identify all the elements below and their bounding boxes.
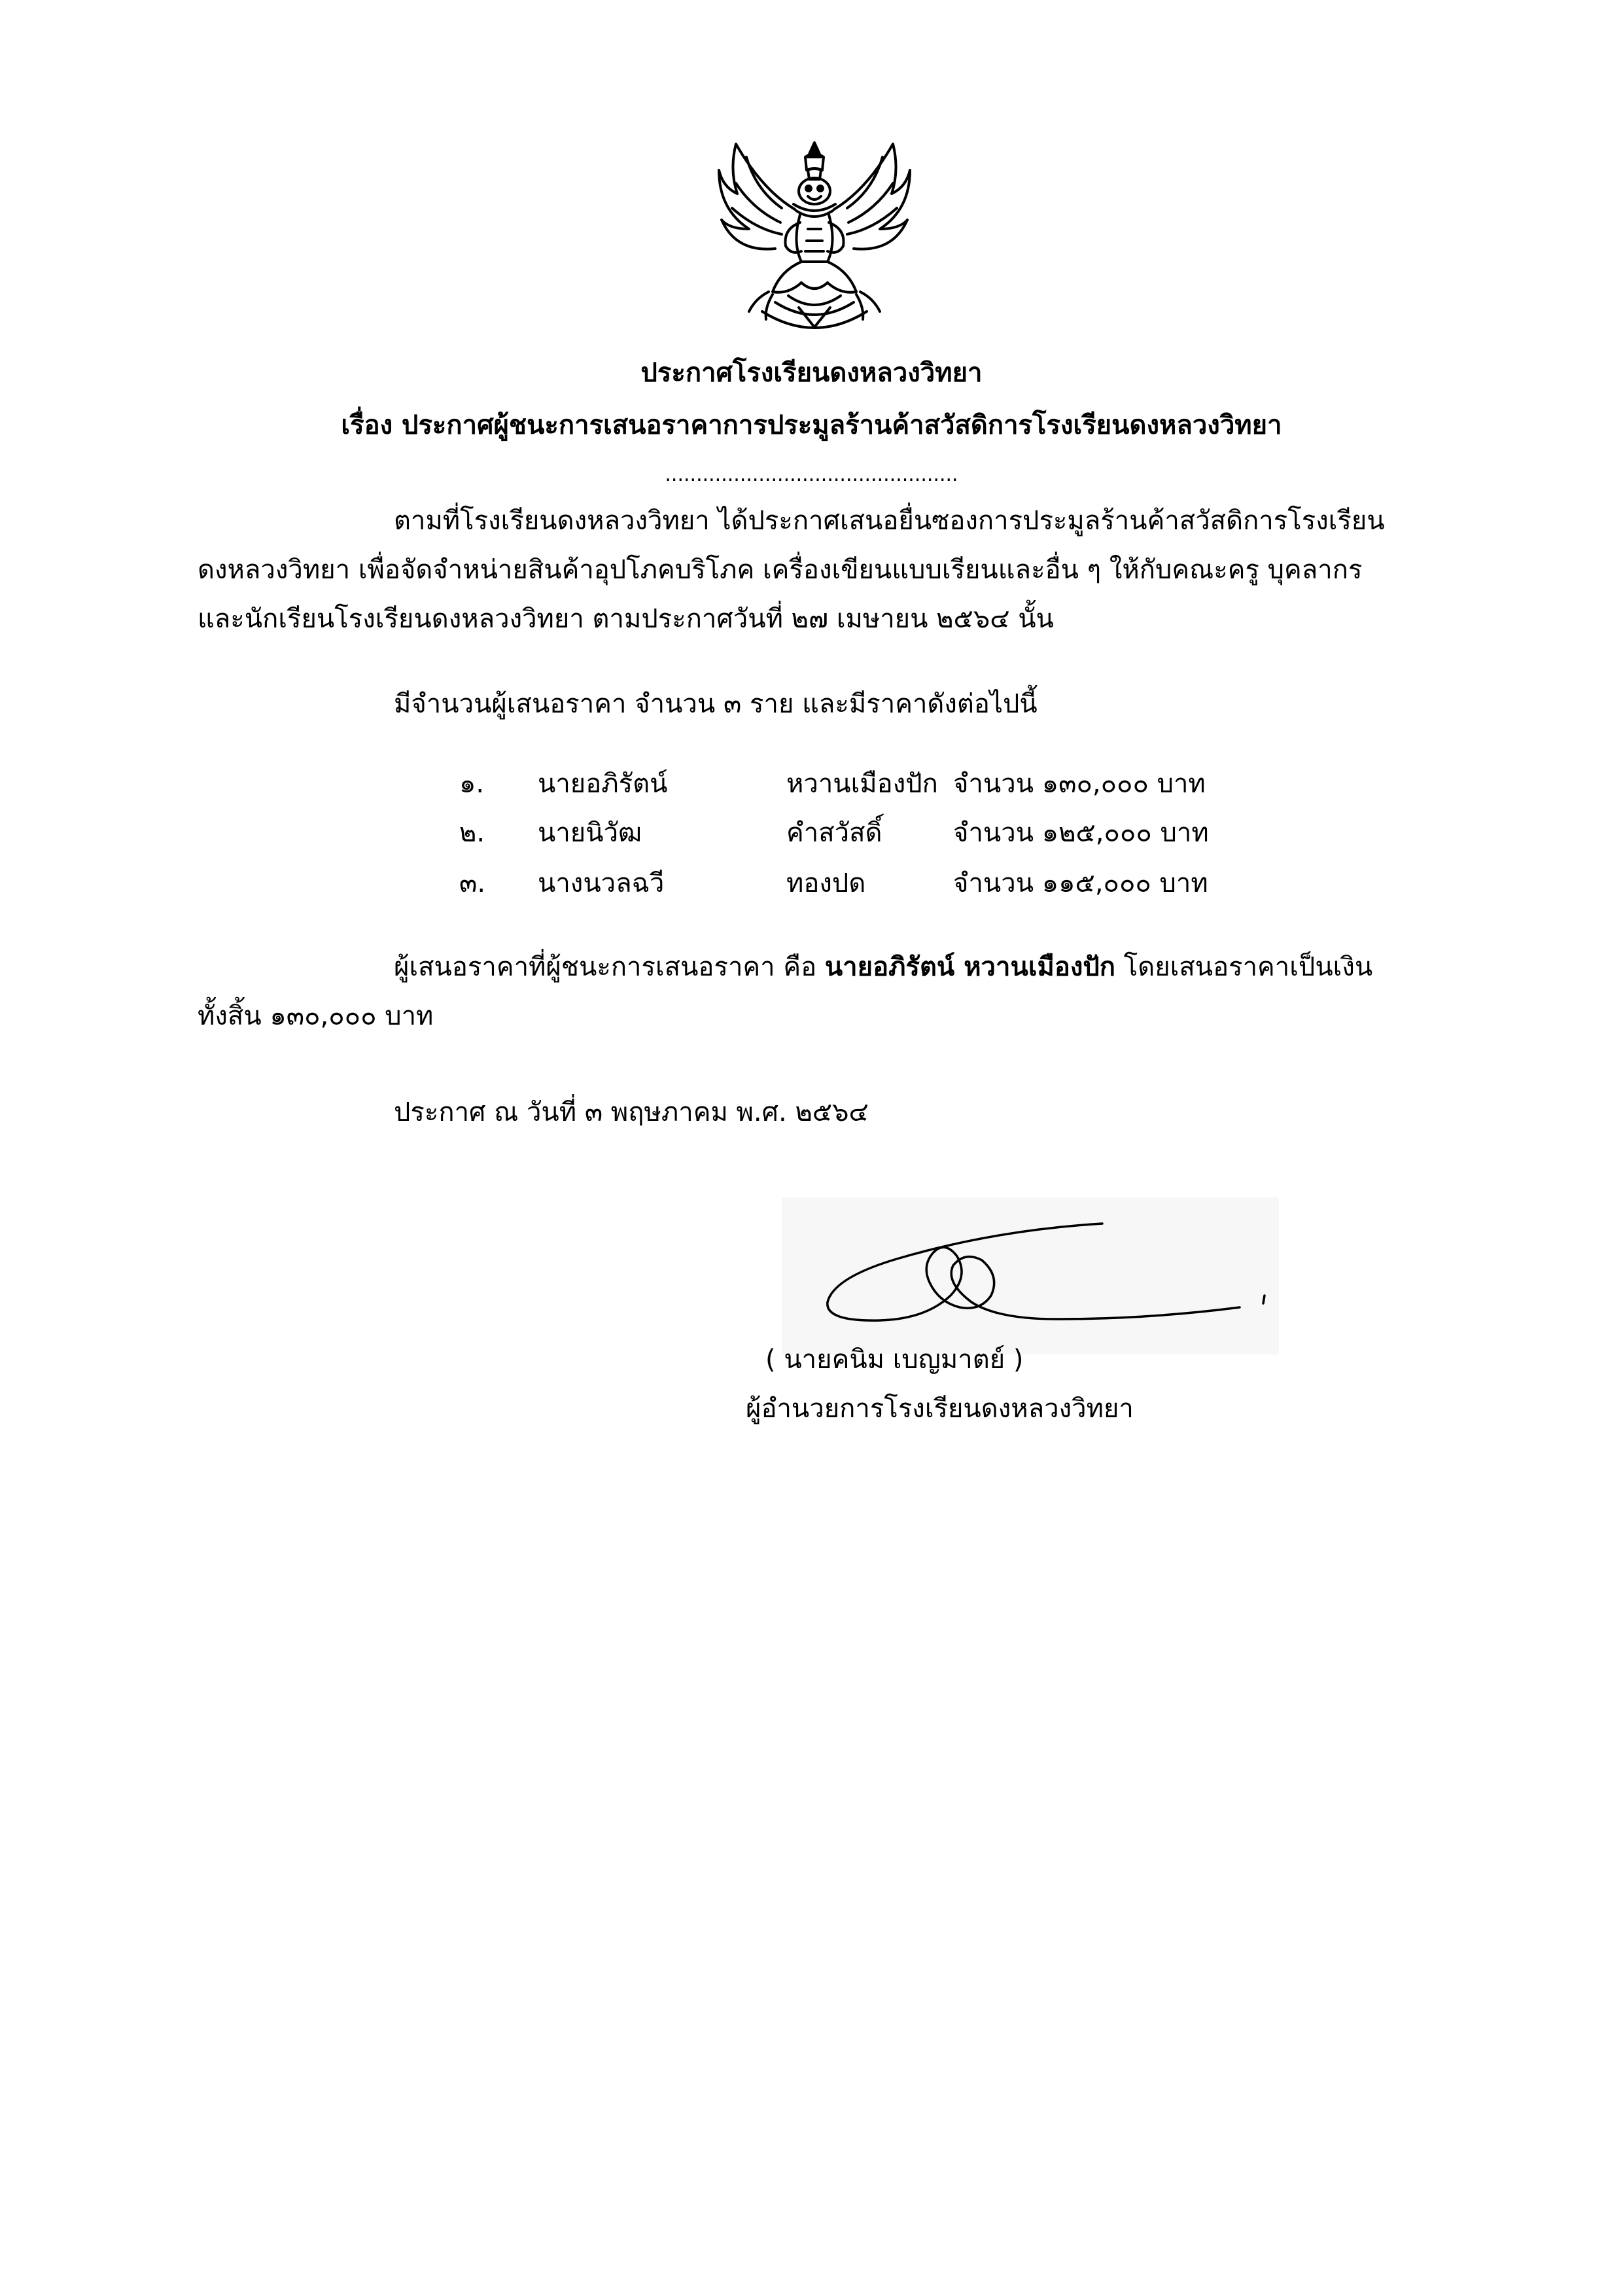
bidder-row — [459, 815, 1310, 851]
bidder-amount: จำนวน ๑๓๐,๐๐๐ บาท — [953, 769, 1206, 799]
bidder-first-name: นางนวลฉวี — [538, 868, 665, 898]
bidder-number: ๒. — [459, 818, 485, 848]
bidder-last-name: ทองปด — [786, 868, 866, 898]
title-divider-dots: ............................................... — [665, 463, 958, 486]
bidder-first-name: นายนิวัฒ — [538, 818, 642, 848]
signature-icon — [782, 1197, 1279, 1354]
bidder-amount: จำนวน ๑๑๕,๐๐๐ บาท — [953, 868, 1208, 898]
winner-paragraph-line1 — [394, 949, 1372, 985]
bidder-first-name: นายอภิรัตน์ — [538, 769, 668, 799]
bidder-last-name: หวานเมืองปัก — [786, 769, 938, 799]
bidder-row — [459, 766, 1310, 802]
paragraph2: มีจำนวนผู้เสนอราคา จำนวน ๓ ราย และมีราคาดังต่อไปนี้ — [394, 689, 1038, 719]
bidder-row — [459, 865, 1310, 902]
winner-paragraph-line2: ทั้งสิ้น ๑๓๐,๐๐๐ บาท — [198, 1001, 434, 1031]
garuda-emblem-icon — [710, 131, 919, 347]
signer-name: ( นายคนิม เบญมาตย์ ) — [765, 1345, 1024, 1375]
bidder-number: ๑. — [459, 769, 485, 799]
document-subject: เรื่อง ประกาศผู้ชนะการเสนอราคาการประมูลร้านค้าสวัสดิการโรงเรียนดงหลวงวิทยา — [341, 410, 1282, 440]
announce-date: ประกาศ ณ วันที่ ๓ พฤษภาคม พ.ศ. ๒๕๖๔ — [394, 1097, 869, 1127]
document-title: ประกาศโรงเรียนดงหลวงวิทยา — [640, 358, 983, 388]
paragraph1-line3: และนักเรียนโรงเรียนดงหลวงวิทยา ตามประกาศวันที่ ๒๗ เมษายน ๒๕๖๔ นั้น — [198, 604, 1054, 634]
bidder-amount: จำนวน ๑๒๕,๐๐๐ บาท — [953, 818, 1209, 848]
winner-name: นายอภิรัตน์ หวานเมืองปัก — [824, 952, 1116, 982]
bidder-number: ๓. — [459, 868, 486, 898]
winner-suffix: โดยเสนอราคาเป็นเงิน — [1115, 952, 1373, 982]
paragraph1-line2: ดงหลวงวิทยา เพื่อจัดจำหน่ายสินค้าอุปโภคบริโภค เครื่องเขียนแบบเรียนและอื่น ๆ ให้กับคณะครู บุคลากร — [198, 555, 1363, 585]
signer-position: ผู้อำนวยการโรงเรียนดงหลวงวิทยา — [746, 1394, 1134, 1424]
bidder-last-name: คำสวัสดิ์ — [786, 818, 882, 848]
winner-prefix: ผู้เสนอราคาที่ผู้ชนะการเสนอราคา คือ — [394, 952, 825, 982]
paragraph1-line1: ตามที่โรงเรียนดงหลวงวิทยา ได้ประกาศเสนอยื่นซองการประมูลร้านค้าสวัสดิการโรงเรียน — [394, 506, 1385, 536]
